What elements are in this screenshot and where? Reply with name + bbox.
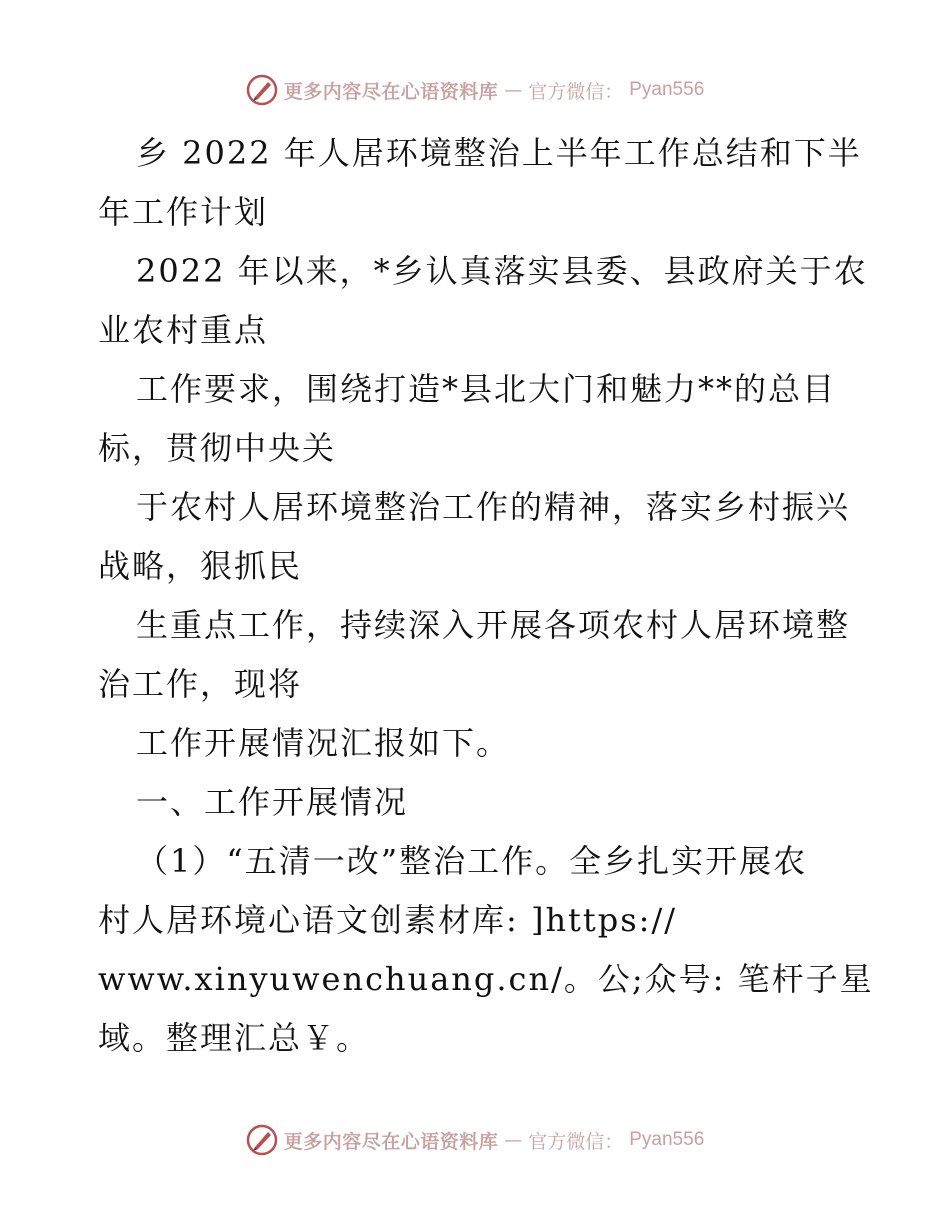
watermark-bottom (0, 1120, 950, 1160)
text-line: 工作开展情况汇报如下。 (136, 724, 511, 762)
quill-logo-icon (246, 74, 278, 106)
text-line: 标，贯彻中央关 (98, 429, 337, 467)
quill-logo-icon (246, 1124, 278, 1156)
text-line: www.xinyuwenchuang.cn/。公;众号: 笔杆子星 (98, 960, 874, 998)
text-line: 工作要求，围绕打造*县北大门和魅力**的总目 (136, 370, 837, 408)
watermark-separator: — (504, 1129, 523, 1151)
text-line: 业农村重点 (98, 311, 269, 349)
watermark-official: 官方微信： (528, 80, 624, 103)
text-line: 生重点工作，持续深入开展各项农村人居环境整 (136, 606, 851, 644)
watermark-top (0, 70, 950, 110)
watermark-separator: — (504, 79, 523, 101)
watermark-id: Pyan556 (629, 1129, 705, 1150)
text-line: 于农村人居环境整治工作的精神，落实乡村振兴 (136, 488, 851, 526)
text-line: 战略，狠抓民 (98, 547, 303, 585)
document-body (98, 124, 874, 1068)
text-line: 2022 年以来，*乡认真落实县委、县政府关于农 (136, 252, 868, 290)
text-line: 域。整理汇总￥。 (98, 1019, 371, 1057)
watermark-id: Pyan556 (629, 79, 705, 100)
watermark-official: 官方微信： (528, 1130, 624, 1153)
text-line: （1）“五清一改”整治工作。全乡扎实开展农 (136, 842, 808, 880)
text-line: 村人居环境心语文创素材库: ]https:// (98, 901, 678, 939)
watermark-text: 更多内容尽在心语资料库 (283, 80, 499, 103)
text-line: 年工作计划 (98, 193, 269, 231)
text-line: 乡 2022 年人居环境整治上半年工作总结和下半 (136, 134, 862, 172)
text-line: 治工作，现将 (98, 665, 303, 703)
text-line: 一、工作开展情况 (136, 783, 409, 821)
watermark-text: 更多内容尽在心语资料库 (283, 1130, 499, 1153)
